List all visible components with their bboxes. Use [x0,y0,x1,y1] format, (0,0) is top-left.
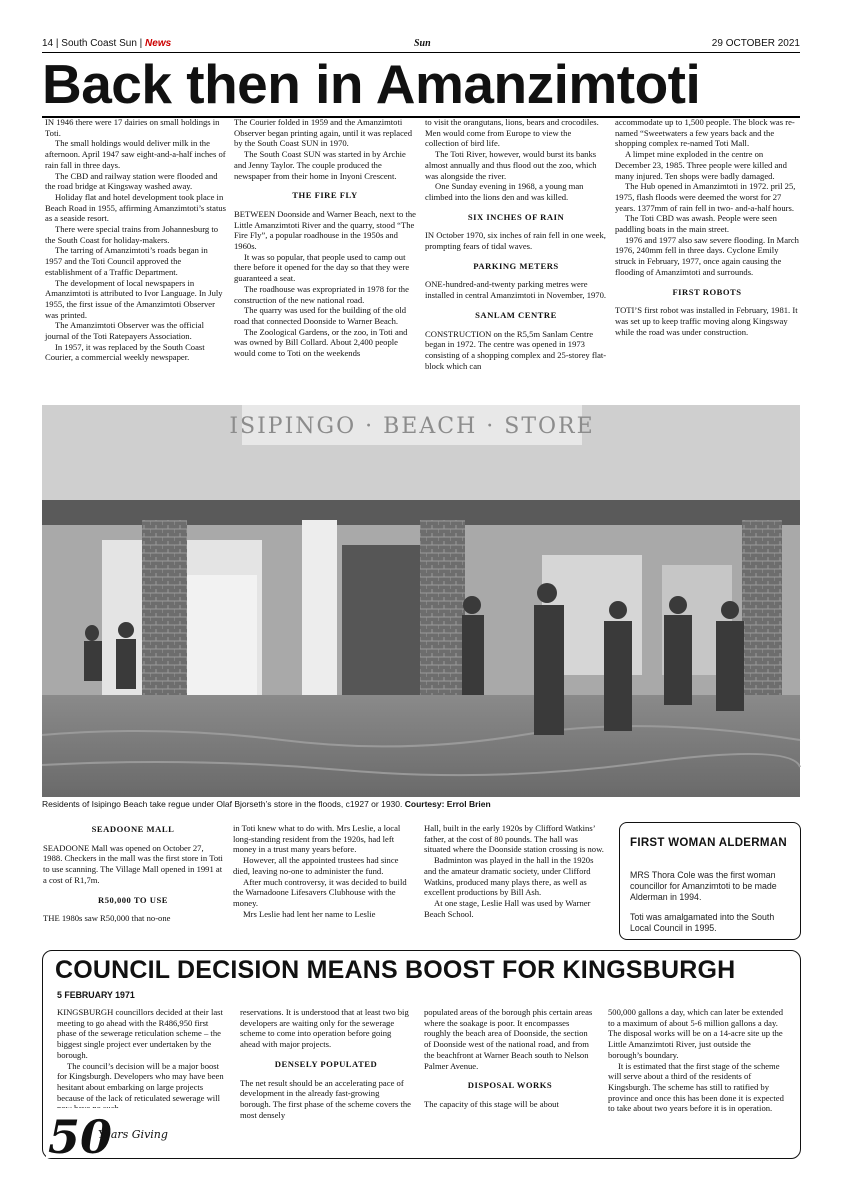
paragraph: The Amanzimtoti Observer was the official journal of the Toti Ratepayers Association. [45,320,204,342]
paragraph: in Toti knew what to do with. Mrs Leslie, a local long-standing resident from the 1920s, had left money in a trust many years before. [233,823,401,855]
photo-caption: Residents of Isipingo Beach take regue under Olaf Bjorseth’s store in the floods, c1927 or 1930. Courtesy: Errol Brien [42,799,491,809]
council-column-1 [57,1007,227,1114]
paragraph: populated areas of the borough phis certain areas where the soakage is poor. It encompasses roughly the beach area of Doonside, the section of Doonside west of the national road, and from the beachfront at Warner Beach south to Nelson Palmer Avenue. [424,1007,593,1071]
paragraph: The quarry was used for the building of the old road that connected Doonside to Warner Beach. [234,305,407,326]
paragraph: KINGSBURGH councillors decided at their last meeting to go ahead with the R486,950 first phase of the sewerage reticulation scheme – the biggest single project ever undertaken by the borough. [57,1007,223,1060]
council-column-3 [424,1007,596,1110]
column-4-text [615,117,799,278]
paragraph: CONSTRUCTION on the R5,5m Sanlam Centre began in 1972. The centre was opened in 1973 consisting of a shopping complex and 25-storey flat-block which can [425,328,607,371]
store-sign: ISIPINGO · BEACH · STORE [229,414,595,439]
paragraph: IN October 1970, six inches of rain fell in one week, prompting fears of tidal waves. [425,230,606,252]
paragraph: 500,000 gallons a day, which can later be extended to a maximum of about 5-6 million gallons a day. The disposal works will be on a 14-acre site up the Little Amanzimtoti River, just outside the borough’s boundary. [608,1007,784,1060]
subhead-fire-fly: THE FIRE FLY [292,190,358,201]
council-text-2 [240,1007,412,1050]
column-2-text [234,117,416,181]
council-column-2 [240,1007,412,1120]
paragraph: After much controversy, it was decided to build the Warnadoone Lifesavers Clubhouse with the money. [233,876,407,908]
column-3-text-c [425,279,607,300]
paragraph: BETWEEN Doonside and Warner Beach, next to the Little Amanzimtoti River and the quarry, stood “The Fire Fly”, a popular roadhouse in the 1950s and 1960s. [234,208,416,252]
flood-photo [42,405,800,797]
article-column-3 [425,117,607,371]
paragraph: There were special trains from Johannesburg to the South Coast for holiday-makers. [45,224,219,245]
paragraph: At one stage, Leslie Hall was used by Warner Beach School. [424,897,591,919]
column-3-text-d [425,329,607,372]
seadoone-text-1b [43,913,223,924]
seadoone-column-2 [233,823,413,919]
paragraph: It was so popular, that people used to camp out there before it opened for the day so that they were guaranteed a seat. [234,251,410,284]
article-column-4 [615,117,799,337]
paragraph: The Toti River, however, would burst its banks almost annually and thus flood out the zoo, which was alongside the river. [425,149,597,181]
council-text-2b [240,1078,412,1121]
subhead-sanlam: SANLAM CENTRE [475,309,557,320]
paragraph: The South Coast SUN was started in by Archie and Jenny Taylor. The couple produced the newspaper from their home in Inyoni Crescent. [234,149,406,181]
council-column-4 [608,1007,786,1114]
paragraph: The Courier folded in 1959 and the Amanzimtoti Observer began printing again, until it was replaced by the South Coast SUN in 1970. [234,117,413,149]
paragraph: The tarring of Amanzimtoti’s roads began in 1957 and the Toti Council approved the establishment of a Traffic Department. [45,245,208,277]
paragraph: to visit the orangutans, lions, bears and crocodiles. Men would come from Europe to view the collection of bird life. [425,117,599,149]
page-header [42,36,800,52]
seadoone-column-1 [43,824,223,924]
seadoone-heading: SEADOONE MALL [91,824,175,834]
masthead-mark: Sun [414,38,431,49]
alderman-title: FIRST WOMAN ALDERMAN [630,837,787,849]
seadoone-column-3 [424,823,606,919]
paragraph: The Zoological Gardens, or the zoo, in Toti and was owned by Bill Collard. About 2,400 people would come to Toti on the weekends [234,326,408,359]
column-2-text-b [234,209,416,359]
logo-text: Years Giving [98,1128,168,1141]
paragraph: The Hub opened in Amanzimtoti in 1972. pril 25, 1975, flash floods were deemed the worst for 27 years. 1377mm of rain fell in two- and-a-half hours. [615,181,796,213]
subhead-densely-populated: DENSELY POPULATED [274,1058,378,1069]
paragraph: Holiday flat and hotel development took place in Beach Road in 1955, affirming Amanzimtoti’s status as a seaside resort. [45,191,227,224]
paragraph: However, all the appointed trustees had since died, leaving no-one to administer the fund. [233,855,399,876]
page-headline: Back then in Amanzimtoti [42,53,701,115]
paragraph: IN 1946 there were 17 dairies on small holdings in Toti. [45,117,220,138]
paragraph: The roadhouse was expropriated in 1978 for the construction of the new national road. [234,283,409,305]
column-3-text [425,117,607,203]
paragraph: It is estimated that the first stage of the scheme will serve about a third of the residents of Kingsburgh. The scheme has still to ratified by province and once this has been done it is expected to take about two years before it is in operation. [608,1060,784,1114]
paragraph: THE 1980s saw R50,000 that no-one [43,913,171,924]
section-label: News [145,38,172,49]
paragraph: MRS Thora Cole was the first woman councillor for Amanzimtoti to be made Alderman in 1994. [630,869,777,902]
page-folio: 14 | South Coast Sun | News [42,38,172,49]
paragraph: The CBD and railway station were flooded and the road bridge at Kingsway washed away. [45,170,218,192]
paragraph: SEADOONE Mall was opened on October 27, 1988. Checkers in the mall was the first store in Toti to use scanning. The Village Mall opened in 1991 at a cost of R1,7m. [43,842,223,885]
paragraph: TOTI’S first robot was installed in February, 1981. It was set up to keep traffic moving along Kingsway while the road was under construction. [615,305,798,337]
paragraph: The development of local newspapers in Amanzimtoti is attributed to Ivor Language. In July 1955, the first issue of the Amanzimtoti Observer was printed. [45,277,223,320]
paragraph: The small holdings would deliver milk in the afternoon. April 1947 saw eight-and-a-half inches of rain fall in three days. [45,138,226,170]
alderman-body [630,861,796,942]
paragraph: accommodate up to 1,500 people. The block was re-named “Sweetwaters a few years back and the shopping complex re-named Toti Mall. [615,117,795,149]
paragraph: One Sunday evening in 1968, a young man climbed into the lions den and was killed. [425,181,584,202]
paragraph: The council’s decision will be a major boost for Kingsburgh. Developers who may have been hesitant about embarking on large projects because of the lack of reticulated sewerage will [57,1060,224,1103]
column-3-text-b [425,230,607,251]
alderman-box [619,822,801,940]
fifty-years-logo [46,1108,168,1164]
council-headline: COUNCIL DECISION MEANS BOOST FOR KINGSBURGH [55,956,736,984]
paragraph: Toti was amalgamated into the South Local Council in 1995. [630,911,775,933]
fifty-years-mark [46,1108,168,1164]
seadoone-text-1 [43,843,223,886]
subhead-r50000: R50,000 TO USE [98,894,168,905]
flood-photo-illustration [42,405,800,797]
council-text-3b [424,1099,596,1110]
subhead-six-inches: SIX INCHES OF RAIN [467,211,565,222]
photo-credit: Courtesy: Errol Brien [404,799,491,809]
paragraph: Badminton was played in the hall in the 1920s and the amateur dramatic society, under Clifford Watkins, produced many plays there, as well as excellent productions by Bill Ash. [424,855,594,898]
issue-date: 29 OCTOBER 2021 [711,38,800,49]
paragraph: The capacity of this stage will be about [424,1098,559,1109]
paragraph: 1976 and 1977 also saw severe flooding. In March 1976, 240mm fell in three days. Cyclone Emily struck in February, 1977, once again causing the flooding of Amanzimtoti and surrounds. [615,234,799,277]
subhead-parking: PARKING METERS [473,260,559,271]
paragraph: reservations. It is understood that at least two big developers are waiting only for the sewerage scheme to come into operation before going ahead with major projects. [240,1007,409,1050]
paragraph: Mrs Leslie had lent her name to Leslie [243,908,376,919]
paragraph: Hall, built in the early 1920s by Clifford Watkins’ father, at the cost of 80 pounds. The hall was situated where the Doonside station crossing is now. [424,823,604,855]
column-4-text-b [615,305,799,337]
paragraph: ONE-hundred-and-twenty parking metres were installed in central Amanzimtoti in November, 1970. [425,279,607,301]
paragraph: The net result should be an accelerating pace of development in the already fast-growing borough. The first phase of the scheme covers the most densely [240,1077,411,1120]
subhead-first-robots: FIRST ROBOTS [672,286,742,297]
paragraph: The Toti CBD was awash. People were seen paddling boats in the main street. [615,213,777,235]
article-column-2 [234,117,416,359]
article-column-1 [45,117,227,363]
council-date: 5 FEBRUARY 1971 [57,990,135,1000]
subhead-disposal-works: DISPOSAL WORKS [467,1080,553,1091]
paragraph: A limpet mine exploded in the centre on December 23, 1985. Three people were killed and many injured. Ten shops were badly damaged. [615,149,787,181]
council-text-3 [424,1007,596,1071]
paragraph: In 1957, it was replaced by the South Coast Courier, a commercial weekly newspaper. [45,341,205,363]
svg-text:50: 50 [48,1110,113,1164]
